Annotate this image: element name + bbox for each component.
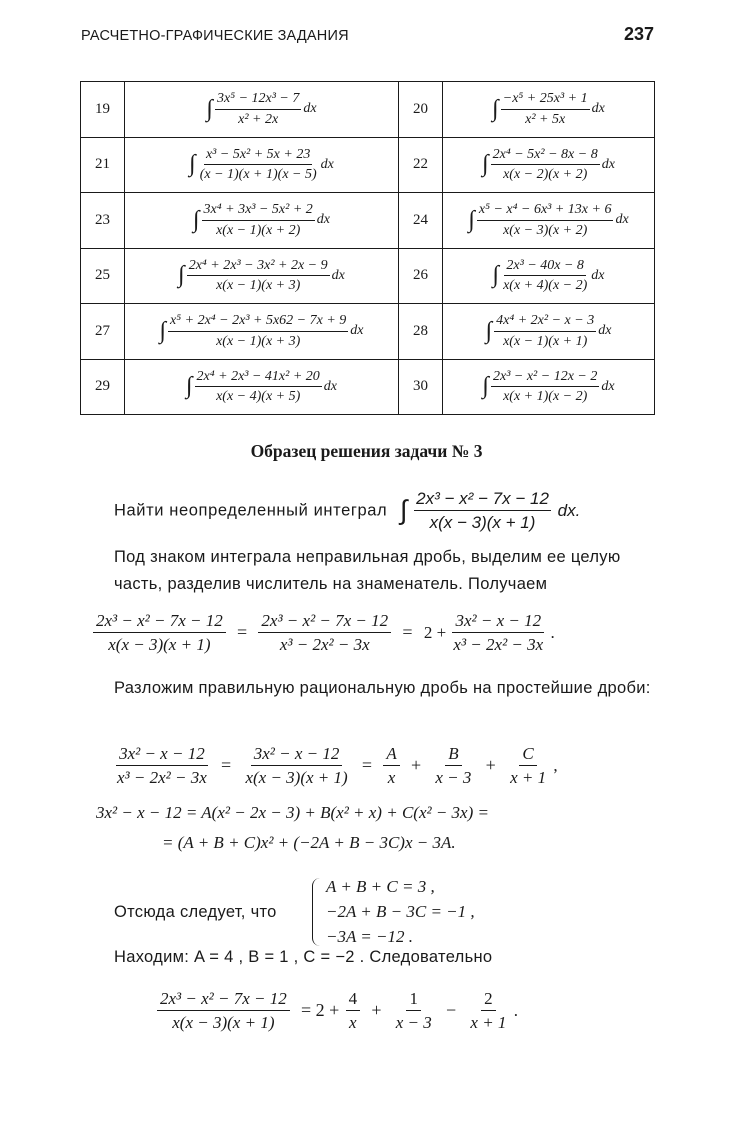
task-denominator: x(x − 3)(x + 1) [429, 513, 536, 533]
eq2-A: A [383, 743, 399, 766]
differential: dx [601, 378, 615, 394]
integral-sign: ∫ [482, 151, 489, 178]
integrand-numerator: 2x⁴ − 5x² − 8x − 8 [491, 146, 600, 166]
eq1-den-c: x³ − 2x² − 3x [453, 635, 544, 655]
table-row [81, 248, 655, 304]
integrand-numerator: 2x⁴ + 2x³ − 3x² + 2x − 9 [187, 257, 330, 277]
tasks-table [80, 81, 655, 415]
eq5-n2: 1 [406, 988, 421, 1011]
integrand-fraction [477, 201, 614, 239]
eq1-num-c: 3x² − x − 12 [452, 610, 544, 633]
differential: dx [615, 212, 629, 228]
page-number: 237 [624, 24, 655, 44]
task-number: 21 [81, 137, 125, 193]
paragraph-improper: Под знаком интеграла неправильная дробь, выделим ее целую часть, разделив числитель на знаменатель. Получаем [114, 548, 621, 593]
task-numerator: 2x³ − x² − 7x − 12 [414, 488, 551, 511]
integral-sign: ∫ [189, 151, 196, 178]
found-text: Находим: A = 4 , B = 1 , C = −2 . Следовательно [114, 948, 493, 966]
section-title: Образец решения задачи № 3 [250, 441, 483, 461]
integrand-denominator: x(x − 1)(x + 3) [216, 278, 301, 294]
eq5-fraction-a [157, 988, 290, 1034]
differential: dx [316, 212, 331, 228]
system-line-1: A + B + C = 3 , [326, 877, 435, 896]
integrand-fraction [195, 368, 322, 406]
integrand-denominator: x(x + 1)(x − 2) [503, 389, 588, 405]
eq5-n1: 4 [346, 988, 361, 1011]
eq2-fraction-B [432, 743, 474, 789]
task-fraction [414, 488, 551, 534]
integrand-numerator: x³ − 5x² + 5x + 23 [204, 146, 312, 166]
task-integral [443, 359, 655, 415]
integrand-denominator: x(x + 4)(x − 2) [503, 278, 588, 294]
differential: dx [303, 101, 317, 117]
task-statement [114, 488, 580, 534]
eq2-fraction-b [242, 743, 350, 789]
integral-sign: ∫ [485, 317, 493, 344]
task-integral [443, 137, 655, 193]
eq1-fraction-c [450, 610, 546, 656]
task-number: 22 [399, 137, 443, 193]
table-row [81, 137, 655, 193]
eq5-d1: x [349, 1013, 357, 1033]
eq5-den-a: x(x − 3)(x + 1) [172, 1013, 275, 1033]
integrand-fraction [494, 312, 596, 350]
equation-4: = (A + B + C)x² + (−2A + B − 3C)x − 3A. [162, 833, 456, 852]
task-integral [125, 137, 399, 193]
eq2-C: C [519, 743, 536, 766]
equation-1: $\frac{\text{2x³ − x² − 7x − 12}}{x(x - 3)(x + 1)}$ = $\frac{\text{2x³ − x² − 7x − 12}}{\text{x³ − 2x² − 3x}}$ = 2 + $\frac{\text{3x² − x − 12}}{\text{x³ − 2x² − 3x}}$ . [93, 610, 555, 656]
task-integral [443, 82, 655, 138]
integral-sign: ∫ [185, 373, 193, 400]
eq2-xp1: x + 1 [510, 768, 547, 788]
integrand-denominator: x(x − 1)(x + 1) [503, 333, 588, 349]
eq1-den-a: x(x − 3)(x + 1) [108, 635, 211, 655]
integral-sign: ∫ [468, 206, 475, 233]
differential: dx [323, 378, 338, 394]
eq5-num-a: 2x³ − x² − 7x − 12 [157, 988, 290, 1011]
integral-sign: ∫ [492, 95, 499, 122]
eq1-den-b: x³ − 2x² − 3x [279, 635, 370, 655]
integrand-numerator: 2x³ − 40x − 8 [504, 257, 586, 277]
task-number: 26 [399, 248, 443, 304]
integrand-denominator: x(x − 1)(x + 2) [216, 222, 301, 238]
integral-sign: ∫ [192, 206, 200, 233]
integrand-fraction [187, 257, 330, 295]
system-line-3: −3A = −12 . [326, 927, 413, 946]
task-integral [443, 193, 655, 249]
task-integral [125, 248, 399, 304]
integrand-denominator: x² + 2x [238, 111, 279, 127]
system-brace [312, 878, 323, 946]
integrand-numerator: 4x⁴ + 2x² − x − 3 [494, 312, 596, 332]
integrand-numerator: x⁵ − x⁴ − 6x³ + 13x + 6 [477, 201, 614, 221]
system-line-2: −2A + B − 3C = −1 , [326, 902, 475, 921]
task-number: 20 [399, 82, 443, 138]
integrand-fraction [501, 90, 590, 128]
equation-3: 3x² − x − 12 = A(x² − 2x − 3) + B(x² + x) + C(x² − 3x) = [96, 803, 489, 822]
task-number: 28 [399, 304, 443, 360]
eq1-num-a: 2x³ − x² − 7x − 12 [93, 610, 226, 633]
differential: dx [591, 267, 605, 283]
task-number: 19 [81, 82, 125, 138]
eq5-d2: x − 3 [395, 1013, 432, 1033]
differential: dx [350, 323, 364, 339]
integrand-fraction [198, 146, 319, 184]
equation-2: $\frac{\text{3x² − x − 12}}{\text{x³ − 2x² − 3x}}$ = $\frac{\text{3x² − x − 12}}{x(x - 3)(x + 1)}$ = $\frac{A}{x}$ + $\frac{B}{x - 3}$ + $\frac{C}{x + 1}$ , [114, 743, 558, 789]
eq1-integer-part: 2 + [423, 622, 447, 642]
integrand-numerator: x⁵ + 2x⁴ − 2x³ + 5x62 − 7x + 9 [168, 312, 348, 332]
table-row [81, 359, 655, 415]
task-integral [125, 193, 399, 249]
integrand-denominator: x(x − 1)(x + 3) [216, 333, 301, 349]
integrand-fraction [202, 201, 315, 239]
integrand-numerator: −x⁵ + 25x³ + 1 [501, 90, 590, 110]
task-number: 25 [81, 248, 125, 304]
eq1-num-b: 2x³ − x² − 7x − 12 [258, 610, 391, 633]
eq2-den-b: x(x − 3)(x + 1) [245, 768, 348, 788]
differential: dx [591, 101, 605, 117]
task-number: 27 [81, 304, 125, 360]
eq2-x: x [387, 768, 396, 788]
integrand-numerator: 2x⁴ + 2x³ − 41x² + 20 [195, 368, 322, 388]
task-text: Найти неопределенный интеграл [114, 501, 388, 520]
task-integral [443, 304, 655, 360]
integral-sign: ∫ [178, 262, 185, 289]
eq2-xm3: x − 3 [435, 768, 472, 788]
task-integral [125, 359, 399, 415]
integrand-fraction [491, 146, 600, 184]
task-integral [125, 82, 399, 138]
table-row [81, 82, 655, 138]
eq2-B: B [445, 743, 461, 766]
integral-sign: ∫ [400, 495, 408, 526]
integrand-fraction [215, 90, 301, 128]
eq1-fraction-b [258, 610, 391, 656]
integrand-denominator: x² + 5x [525, 111, 566, 127]
eq5-fraction-2 [393, 988, 435, 1034]
integral-sign: ∫ [492, 262, 500, 289]
follows-text: Отсюда следует, что [114, 903, 277, 921]
equation-5: $\frac{\text{2x³ − x² − 7x − 12}}{x(x - 3)(x + 1)}$ = 2 + $\frac{4}{x}$ + $\frac{1}{x - 3}$ − $\frac{2}{x + 1}$ . [157, 988, 518, 1034]
eq5-fraction-1 [346, 988, 361, 1034]
task-number: 24 [399, 193, 443, 249]
integrand-denominator: (x − 1)(x + 1)(x − 5) [199, 167, 317, 183]
eq1-fraction-a [93, 610, 226, 656]
integrand-numerator: 2x³ − x² − 12x − 2 [491, 368, 599, 388]
integrand-fraction [491, 368, 599, 406]
task-number: 23 [81, 193, 125, 249]
table-row [81, 193, 655, 249]
eq2-den-a: x³ − 2x² − 3x [117, 768, 207, 788]
integrand-denominator: x(x − 4)(x + 5) [216, 389, 301, 405]
paragraph-partial-fractions: Разложим правильную рациональную дробь на простейшие дроби: [114, 679, 651, 697]
eq2-fraction-C [507, 743, 549, 789]
integral-sign: ∫ [482, 373, 489, 400]
integral-sign: ∫ [159, 317, 167, 344]
integrand-fraction [168, 312, 348, 350]
task-number: 30 [399, 359, 443, 415]
eq5-integer-part: = 2 + [301, 1000, 340, 1021]
integrand-numerator: 3x⁴ + 3x³ − 5x² + 2 [202, 201, 315, 221]
integrand-fraction [501, 257, 589, 295]
task-number: 29 [81, 359, 125, 415]
differential: dx [320, 156, 334, 172]
eq5-n3: 2 [481, 988, 496, 1011]
integrand-denominator: x(x − 3)(x + 2) [503, 222, 588, 238]
task-dx: dx. [557, 500, 581, 520]
task-integral [443, 248, 655, 304]
running-header: РАСЧЕТНО-ГРАФИЧЕСКИЕ ЗАДАНИЯ [81, 28, 349, 44]
eq2-fraction-A [383, 743, 399, 789]
integrand-numerator: 3x⁵ − 12x³ − 7 [215, 90, 301, 110]
differential: dx [598, 323, 612, 339]
task-integral [125, 304, 399, 360]
eq2-num-b: 3x² − x − 12 [251, 743, 343, 766]
differential: dx [331, 267, 345, 283]
integrand-denominator: x(x − 2)(x + 2) [503, 167, 588, 183]
differential: dx [601, 156, 615, 172]
table-row [81, 304, 655, 360]
eq2-num-a: 3x² − x − 12 [116, 743, 208, 766]
integral-sign: ∫ [206, 95, 213, 122]
eq5-d3: x + 1 [470, 1013, 507, 1033]
eq5-fraction-3 [467, 988, 509, 1034]
eq2-fraction-a [114, 743, 210, 789]
equation-system [326, 874, 475, 949]
